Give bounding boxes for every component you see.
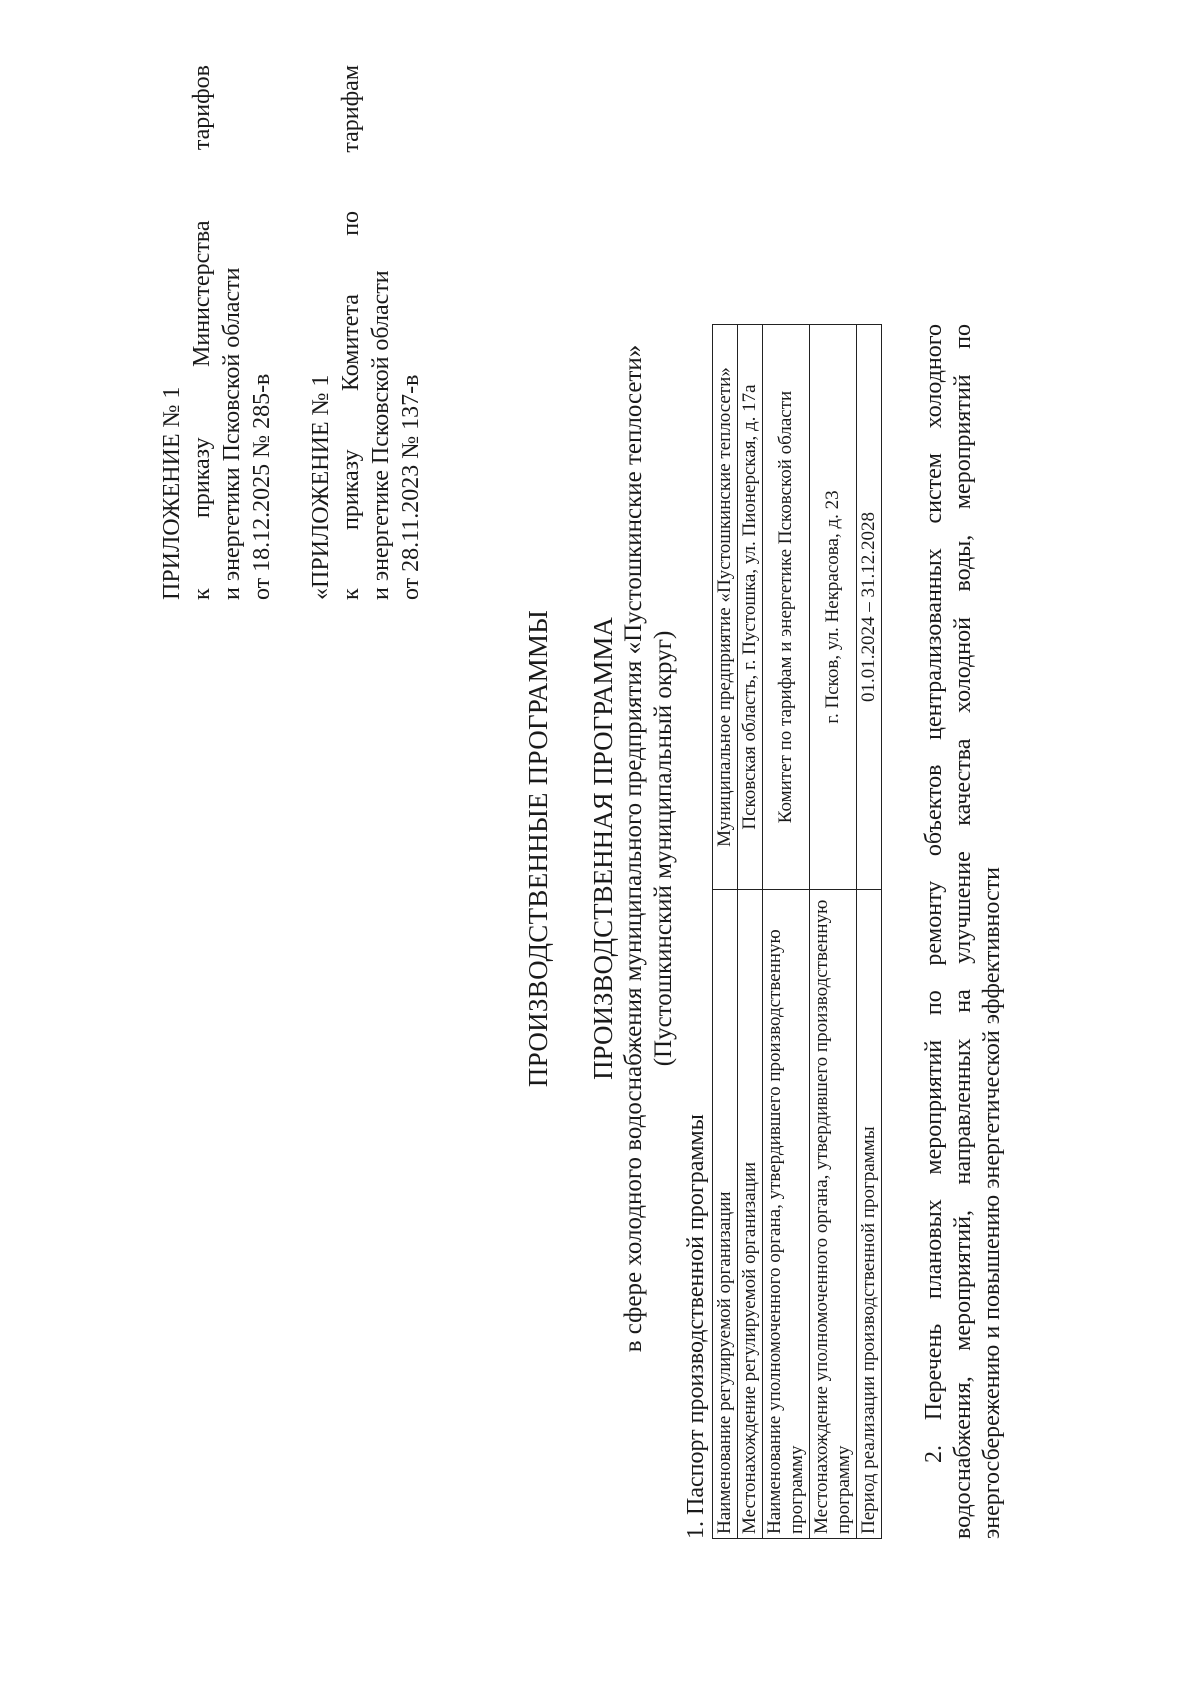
table-row — [810, 325, 857, 1539]
passport-value: г. Псков, ул. Некрасова, д. 23 — [810, 325, 857, 890]
table-row — [857, 325, 882, 1539]
section-2-text: 2. Перечень плановых мероприятий по ремонту объектов централизованных систем холодного водоснабжения, мероприятий, направленных на улучшение качества холодной воды, мероприятий по энергосбережению и повышению энергетической эффективности — [921, 324, 1005, 1539]
appendix-old-title: «ПРИЛОЖЕНИЕ № 1 — [308, 374, 334, 600]
section-2-paragraph — [920, 324, 1007, 1539]
appendix-old-line2: и энергетике Псковской области — [368, 270, 394, 600]
passport-key: Местонахождение уполномоченного органа, утвердившего производственную программу — [810, 890, 857, 1539]
passport-key: Наименование уполномоченного органа, утвердившего производственную программу — [763, 890, 810, 1539]
passport-heading: 1. Паспорт производственной программы — [683, 1114, 709, 1539]
program-title: ПРОИЗВОДСТВЕННАЯ ПРОГРАММА — [588, 617, 618, 1080]
passport-key: Местонахождение регулируемой организации — [738, 890, 763, 1539]
appendix-new-block — [157, 65, 277, 600]
appendix-new-line3: от 18.12.2025 № 285-в — [249, 373, 275, 600]
passport-value: 01.01.2024 – 31.12.2028 — [857, 325, 882, 890]
passport-key: Период реализации производственной программы — [857, 890, 882, 1539]
word: к — [338, 588, 364, 600]
word: к — [189, 588, 215, 600]
program-sphere: в сфере холодного водоснабжения муниципального предприятия «Пустошкинские теплосети» — [620, 344, 647, 1353]
passport-key: Наименование регулируемой организации — [713, 890, 738, 1539]
appendix-old-line3: от 28.11.2023 № 137-в — [398, 374, 424, 600]
passport-table — [712, 324, 882, 1539]
passport-value: Псковская область, г. Пустошка, ул. Пионерская, д. 17а — [738, 325, 763, 890]
word: Министерства — [189, 220, 215, 367]
word: тарифам — [338, 64, 364, 153]
table-row — [738, 325, 763, 1539]
passport-value: Комитет по тарифам и энергетике Псковской области — [763, 325, 810, 890]
word: приказу — [189, 437, 215, 518]
passport-value: Муниципальное предприятие «Пустошкинские теплосети» — [713, 325, 738, 890]
program-district: (Пустошкинский муниципальный округ) — [650, 630, 677, 1067]
word: приказу — [338, 449, 364, 531]
main-title: ПРОИЗВОДСТВЕННЫЕ ПРОГРАММЫ — [523, 609, 553, 1088]
appendix-old-line1 — [336, 65, 366, 600]
appendix-old-block — [306, 65, 426, 600]
word: по — [338, 210, 364, 236]
appendix-new-line2: и энергетики Псковской области — [219, 267, 245, 600]
table-row — [763, 325, 810, 1539]
appendix-new-title: ПРИЛОЖЕНИЕ № 1 — [159, 386, 185, 600]
word: Комитета — [338, 294, 364, 392]
word: тарифов — [189, 64, 215, 151]
appendix-new-line1 — [187, 65, 217, 600]
table-row — [713, 325, 738, 1539]
